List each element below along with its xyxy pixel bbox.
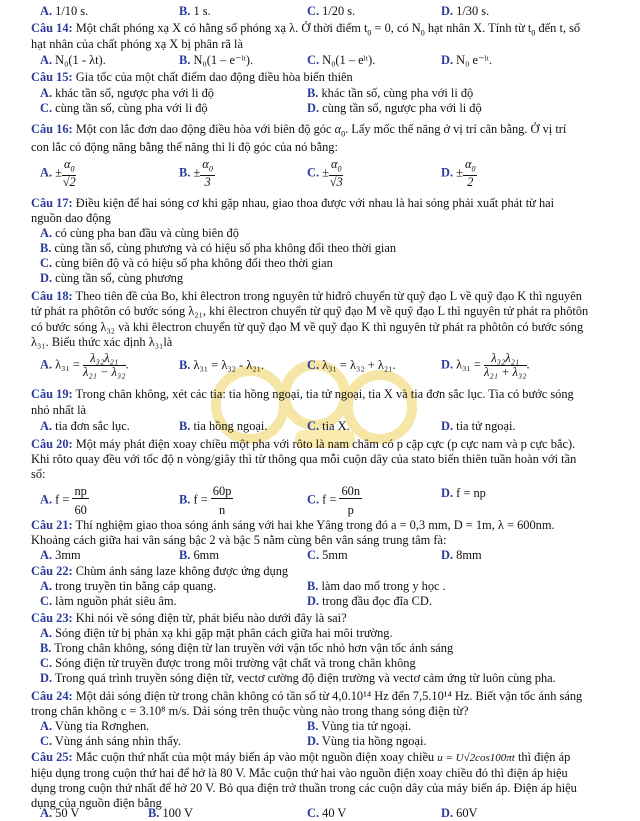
option-label: D.	[441, 806, 454, 820]
option-label: C.	[307, 358, 320, 372]
option-label: C.	[307, 53, 320, 67]
numerator-sub: 0	[337, 164, 342, 174]
option-label: D.	[307, 101, 320, 115]
option-text: N₀(1 – eˡᵗ).	[322, 53, 376, 67]
q24-option-d[interactable]	[307, 734, 427, 749]
option-label: B.	[307, 719, 319, 733]
option-text: làm dao mổ trong y học .	[321, 579, 446, 593]
q21-option-d[interactable]	[441, 548, 482, 563]
q25-stem-line1	[31, 750, 611, 766]
numerator: α	[464, 157, 472, 171]
q23-text: Khi nói về sóng điện từ, phát biểu nào dưới đây là sai?	[72, 611, 347, 625]
option-text: Trong quá trình truyền sóng điện từ, vectơ cường độ điện trường và vectơ cảm ứng từ luôn cùng pha.	[54, 671, 556, 685]
q17-option-b[interactable]	[40, 241, 396, 256]
option-text: 6mm	[193, 548, 219, 562]
option-text: 3mm	[55, 548, 81, 562]
q16-stem-line1	[31, 122, 611, 141]
denominator: √3	[329, 175, 343, 190]
q22-option-a[interactable]	[40, 579, 216, 594]
q24-stem-line2: trong chân không c = 3.10⁸ m/s. Dải sóng trên thuộc vùng nào trong thang sóng điện từ?	[31, 704, 469, 718]
q19-stem-line1	[31, 387, 611, 402]
option-text: cùng tần số, cùng pha với li độ	[55, 101, 208, 115]
q22-option-d[interactable]	[307, 594, 432, 609]
q25-text-a: Mắc cuộn thứ nhất của một máy biến áp vào một nguồn điện xoay chiều	[72, 750, 438, 764]
option-prefix: f =	[55, 492, 73, 507]
q16-text-a: Một con lắc đơn dao động điều hòa với biên độ góc	[72, 122, 335, 136]
option-label: A.	[40, 4, 53, 18]
q14-option-c[interactable]	[307, 53, 375, 68]
option-label: D.	[441, 486, 454, 500]
fraction	[339, 484, 362, 517]
option-text: 100 V	[162, 806, 193, 820]
option-label: C.	[40, 101, 53, 115]
q21-stem-line1	[31, 518, 611, 533]
option-text: N₀(1 - λt).	[55, 53, 106, 67]
q25-stem-line2: hiệu dụng trong cuộn thứ hai để hở là 80 V. Mắc cuộn thứ hai vào nguồn điện xoay chiều đó thì điện áp hiệu	[31, 766, 568, 780]
q24-option-a[interactable]	[40, 719, 149, 734]
denominator: λ₂₁ − λ₃₂	[83, 365, 126, 379]
option-text: trong truyền tin bằng cáp quang.	[55, 579, 217, 593]
q25-option-d[interactable]	[441, 806, 478, 821]
option-label: C.	[40, 656, 53, 670]
q15-text: Gia tốc của một chất điểm dao động điều hòa biến thiên	[72, 70, 353, 84]
q19-text: Trong chân không, xét các tia: tia hồng ngoại, tia tử ngoại, tia X và tia đơn sắc lục. Tia có bước sóng	[72, 387, 574, 401]
q15-option-b[interactable]	[307, 86, 473, 101]
option-label: D.	[441, 548, 454, 562]
q15-option-c[interactable]	[40, 101, 208, 116]
option-prefix: f =	[322, 492, 340, 507]
q19-option-c[interactable]	[307, 419, 350, 434]
question-label: Câu 15:	[31, 70, 73, 84]
denominator: 3	[204, 175, 211, 190]
q23-option-b[interactable]	[40, 641, 453, 656]
option-label: B.	[179, 419, 191, 433]
option-label: C.	[40, 256, 53, 270]
option-text: 50 V	[55, 806, 80, 820]
q24-option-c[interactable]	[40, 734, 181, 749]
option-label: C.	[307, 548, 320, 562]
option-label: A.	[40, 357, 53, 372]
q25-option-b[interactable]	[148, 806, 193, 821]
option-text: Vùng tia Rơnghen.	[54, 719, 150, 733]
numerator-sub: 0	[208, 164, 213, 174]
q19-option-d[interactable]	[441, 419, 516, 434]
q24-option-b[interactable]	[307, 719, 411, 734]
q20-option-d[interactable]	[441, 486, 486, 501]
option-text: tia đơn sắc lục.	[55, 419, 130, 433]
option-label: D.	[307, 594, 320, 608]
numerator: λ₃₂λ₂₁	[83, 352, 126, 366]
q19-stem-line2: nhỏ nhất là	[31, 403, 87, 417]
denominator: 60	[74, 503, 87, 517]
q13-option-a[interactable]	[40, 4, 88, 19]
plus-minus: ±	[193, 165, 201, 180]
q25-text-b: thì điện áp	[514, 750, 571, 764]
q14-option-b[interactable]	[179, 53, 253, 68]
option-label: D.	[40, 671, 53, 685]
q18-stem-line2: tử phát ra phôtôn có bước sóng λ₂₁, khi êlectron chuyển từ quỹ đạo M về quỹ đạo L thì nguyên tử phát ra phôtôn	[31, 304, 589, 318]
option-text: 40 V	[322, 806, 347, 820]
q17-option-c[interactable]	[40, 256, 333, 271]
option-text: N₀(1 – e⁻ˡᵗ).	[193, 53, 254, 67]
denominator: √2	[62, 175, 76, 190]
option-text: 60V	[456, 806, 478, 820]
option-label: B.	[179, 4, 191, 18]
q23-option-c[interactable]	[40, 656, 416, 671]
option-text: λ₃₁ = λ₃₂ + λ₂₁.	[322, 358, 396, 372]
numerator: λ₃₂λ₂₁	[484, 352, 527, 366]
option-label: C.	[40, 594, 53, 608]
option-text: khác tần số, cùng pha với li độ	[321, 86, 474, 100]
fraction	[484, 352, 527, 379]
q22-option-b[interactable]	[307, 579, 446, 594]
q21-option-a[interactable]	[40, 548, 81, 563]
option-text: λ₃₁ = λ₃₂ - λ₂₁.	[193, 358, 265, 372]
option-text: khác tần số, ngược pha với li độ	[55, 86, 214, 100]
q20-stem-line2: Khi rôto quay đều với tốc độ n vòng/giây thì từ thông qua mỗi cuộn dây của stato biến thiên tuần hoàn với tần	[31, 452, 577, 466]
option-text: cùng tần số, ngược pha với li độ	[322, 101, 482, 115]
option-text: 1/30 s.	[456, 4, 490, 18]
option-text: Vùng tia tử ngoại.	[321, 719, 412, 733]
question-label: Câu 22:	[31, 564, 73, 578]
q16-option-a[interactable]	[40, 158, 76, 189]
option-label: C.	[307, 492, 320, 507]
option-text: trong đầu đọc đĩa CD.	[322, 594, 432, 608]
option-label: B.	[179, 165, 191, 180]
q14-option-d[interactable]	[441, 53, 492, 68]
q19-option-b[interactable]	[179, 419, 267, 434]
q25-option-a[interactable]	[40, 806, 79, 821]
denominator: p	[347, 503, 354, 517]
option-label: D.	[441, 4, 454, 18]
alpha-subscript: 0	[341, 129, 346, 139]
option-label: C.	[40, 734, 53, 748]
q25-stem-line3: dụng trong cuộn thứ nhất để hở 20 V. Bỏ qua điện trở thuần trong các cuộn dây của máy biến áp. Điện áp hiệu	[31, 781, 577, 795]
option-label: A.	[40, 626, 53, 640]
option-prefix: f =	[193, 492, 211, 507]
option-label: A.	[40, 579, 53, 593]
q16-option-d[interactable]	[441, 158, 477, 189]
q16-stem-line2: con lắc có động năng bằng thế năng thì li độ góc của nó bằng:	[31, 140, 338, 154]
option-text: tia hồng ngoại.	[193, 419, 268, 433]
question-label: Câu 25:	[31, 750, 73, 764]
option-text: 8mm	[456, 548, 482, 562]
option-label: D.	[441, 419, 454, 433]
option-text: 5mm	[322, 548, 348, 562]
q14-stem-line1: Câu 14: Một chất phóng xạ X có hằng số phóng xạ λ. Ở thời điểm $t_0 = 0$, có $N_0$ hạt nhân X. Tính từ $t_0$ đến t, số	[31, 21, 581, 38]
q21-option-c[interactable]	[307, 548, 348, 563]
plus-minus: ±	[322, 165, 329, 180]
q14-text-a: Một chất phóng xạ X có hằng số phóng xạ λ. Ở thời điểm t	[72, 21, 368, 35]
numerator: α	[63, 157, 71, 171]
option-text: 1 s.	[193, 4, 211, 18]
denominator: 2	[467, 175, 474, 190]
option-label: D.	[40, 271, 53, 285]
fraction	[211, 484, 234, 517]
option-label: B.	[307, 86, 319, 100]
option-text: Trong chân không, sóng điện từ lan truyền với vận tốc nhỏ hơn vận tốc ánh sáng	[54, 641, 454, 655]
option-prefix: λ₃₁ =	[55, 357, 83, 372]
option-label: B.	[40, 241, 52, 255]
q14-text-c: hạt nhân X. Tính từ t	[424, 21, 532, 35]
q18-stem-line3: có bước sóng λ₃₂ và khi êlectron chuyển từ quỹ đạo M về quỹ đạo K thì nguyên tử phát ra phôtôn có bước sóng	[31, 320, 584, 334]
fraction	[200, 158, 215, 189]
option-label: D.	[307, 734, 320, 748]
q16-option-b[interactable]	[179, 158, 215, 189]
option-label: A.	[40, 86, 53, 100]
q20-stem-line3: số:	[31, 467, 46, 481]
option-text: làm nguồn phát siêu âm.	[55, 594, 177, 608]
q18-stem-line1	[31, 289, 611, 304]
option-text: cùng tần số, cùng phương	[55, 271, 184, 285]
q17-option-a[interactable]	[40, 226, 239, 241]
q24-stem-line1	[31, 689, 611, 704]
q14-text-d: đến t, số	[535, 21, 581, 35]
fraction	[463, 158, 478, 189]
option-label: C.	[307, 419, 320, 433]
option-label: C.	[307, 806, 320, 820]
q21-option-b[interactable]	[179, 548, 219, 563]
plus-minus: ±	[55, 165, 62, 180]
q15-option-d[interactable]	[307, 101, 482, 116]
option-label: A.	[40, 806, 53, 820]
q15-stem	[31, 70, 611, 85]
q17-option-d[interactable]	[40, 271, 183, 286]
fraction	[62, 158, 77, 189]
q24-text: Một dải sóng điện từ trong chân không có tần số từ 4,0.10¹⁴ Hz đến 7,5.10¹⁴ Hz. Biết vận tốc ánh sáng	[72, 689, 583, 703]
option-label: A.	[40, 165, 53, 180]
fraction	[72, 484, 88, 517]
option-text: tia tử ngoại.	[456, 419, 516, 433]
option-text: Sóng điện từ truyền được trong môi trường vật chất và trong chân không	[55, 656, 416, 670]
denominator: λ₂₁ + λ₃₂	[484, 365, 527, 379]
question-label: Câu 16:	[31, 122, 73, 136]
q17-text: Điều kiện để hai sóng cơ khi gặp nhau, giao thoa được với nhau là hai sóng phải xuất phát từ hai	[72, 196, 555, 210]
q20-option-c[interactable]	[307, 484, 362, 517]
q23-stem	[31, 611, 611, 626]
denominator: n	[218, 503, 226, 517]
question-label: Câu 17:	[31, 196, 73, 210]
question-label: Câu 14:	[31, 21, 73, 35]
option-label: D.	[441, 53, 454, 67]
option-label: B.	[179, 548, 191, 562]
option-label: B.	[148, 806, 160, 820]
numerator: 60p	[212, 484, 232, 498]
option-label: A.	[40, 53, 53, 67]
question-label: Câu 19:	[31, 387, 73, 401]
q14-stem-line2: hạt nhân của chất phóng xạ X bị phân rã là	[31, 37, 243, 51]
option-text: Vùng tia hồng ngoại.	[321, 734, 427, 748]
q16-text-b: . Lấy mốc thế năng ở vị trí cân bằng. Ở vị trí	[345, 122, 567, 136]
question-label: Câu 21:	[31, 518, 73, 532]
q21-text: Thí nghiệm giao thoa sóng ánh sáng với hai khe Yâng trong đó a = 0,3 mm, D = 1m, λ = 600nm.	[72, 518, 555, 532]
option-text: Vùng ánh sáng nhìn thấy.	[54, 734, 182, 748]
plus-minus: ±	[456, 165, 463, 180]
option-label: A.	[40, 226, 53, 240]
option-label: B.	[307, 579, 319, 593]
q18-option-a[interactable]	[40, 352, 129, 379]
q17-stem-line2: nguồn dao động	[31, 211, 111, 225]
question-label: Câu 18:	[31, 289, 73, 303]
q23-option-d[interactable]	[40, 671, 556, 686]
q13-option-b[interactable]	[179, 4, 211, 19]
q22-text: Chùm ánh sáng laze không được ứng dụng	[72, 564, 289, 578]
q20-option-b[interactable]	[179, 484, 233, 517]
q22-stem	[31, 564, 611, 579]
option-suffix: .	[125, 357, 129, 372]
question-label: Câu 20:	[31, 437, 73, 451]
option-label: A.	[40, 492, 53, 507]
option-text: Sóng điện từ bị phản xạ khi gặp mặt phân cách giữa hai môi trường.	[55, 626, 393, 640]
q23-option-a[interactable]	[40, 626, 393, 641]
numerator: np	[74, 484, 87, 498]
q17-stem-line1	[31, 196, 611, 211]
fraction	[83, 352, 126, 379]
option-suffix: .	[526, 357, 530, 372]
option-text: N₀ e⁻ˡᵗ.	[456, 53, 493, 67]
option-label: A.	[40, 719, 53, 733]
fraction	[329, 158, 344, 189]
question-label: Câu 23:	[31, 611, 73, 625]
option-text: cùng tần số, cùng phương và có hiệu số pha không đổi theo thời gian	[54, 241, 397, 255]
q15-option-a[interactable]	[40, 86, 214, 101]
option-label: D.	[441, 357, 454, 372]
numerator-sub: 0	[471, 164, 476, 174]
q13-option-d[interactable]	[441, 4, 489, 19]
alpha-symbol: α	[334, 122, 342, 136]
option-label: C.	[307, 165, 320, 180]
q25-option-c[interactable]	[307, 806, 346, 821]
voltage-formula: u = U√2cos100πt	[437, 752, 515, 764]
q18-stem-line4: λ₃₁. Biểu thức xác định λ₃₁là	[31, 335, 173, 349]
option-label: A.	[40, 419, 53, 433]
option-label: B.	[179, 492, 191, 507]
q18-text: Theo tiên đề của Bo, khi êlectron trong nguyên tử hiđrô chuyển từ quỹ đạo L về quỹ đạo K thì nguyên	[72, 289, 582, 303]
q14-option-a[interactable]	[40, 53, 106, 68]
numerator-sub: 0	[70, 164, 75, 174]
question-label: Câu 24:	[31, 689, 73, 703]
option-text: có cùng pha ban đầu và cùng biên độ	[55, 226, 239, 240]
option-label: B.	[179, 358, 191, 372]
option-text: f = np	[456, 486, 486, 500]
q22-option-c[interactable]	[40, 594, 177, 609]
option-label: B.	[179, 53, 191, 67]
option-label: D.	[441, 165, 454, 180]
q18-option-c[interactable]	[307, 358, 396, 373]
option-label: C.	[307, 4, 320, 18]
option-text: 1/20 s.	[322, 4, 356, 18]
option-text: tia X.	[322, 419, 350, 433]
q21-stem-line2: Khoảng cách giữa hai vân sáng bậc 2 và bậc 5 nằm cùng bên vân sáng trung tâm fà:	[31, 533, 447, 547]
numerator: α	[330, 157, 338, 171]
option-text: cùng biên độ và có hiệu số pha không đổi theo thời gian	[55, 256, 333, 270]
q14-text-b: = 0, có N	[371, 21, 421, 35]
option-text: 1/10 s.	[55, 4, 89, 18]
numerator: α	[202, 157, 209, 171]
q13-option-c[interactable]	[307, 4, 355, 19]
numerator: 60n	[341, 484, 361, 498]
q20-option-a[interactable]	[40, 484, 89, 517]
option-label: B.	[40, 641, 52, 655]
q18-option-b[interactable]	[179, 358, 264, 373]
q18-option-d[interactable]	[441, 352, 530, 379]
q20-text: Một máy phát điện xoay chiều một pha với rôto là nam châm có p cặp cực (p cực nam và p cực bắc).	[72, 437, 576, 451]
q19-option-a[interactable]	[40, 419, 130, 434]
q25-stem-line4: dụng của nguồn điện bằng	[31, 796, 162, 810]
q20-stem-line1	[31, 437, 611, 452]
option-prefix: λ₃₁ =	[456, 357, 484, 372]
q16-option-c[interactable]	[307, 158, 343, 189]
option-label: A.	[40, 548, 53, 562]
